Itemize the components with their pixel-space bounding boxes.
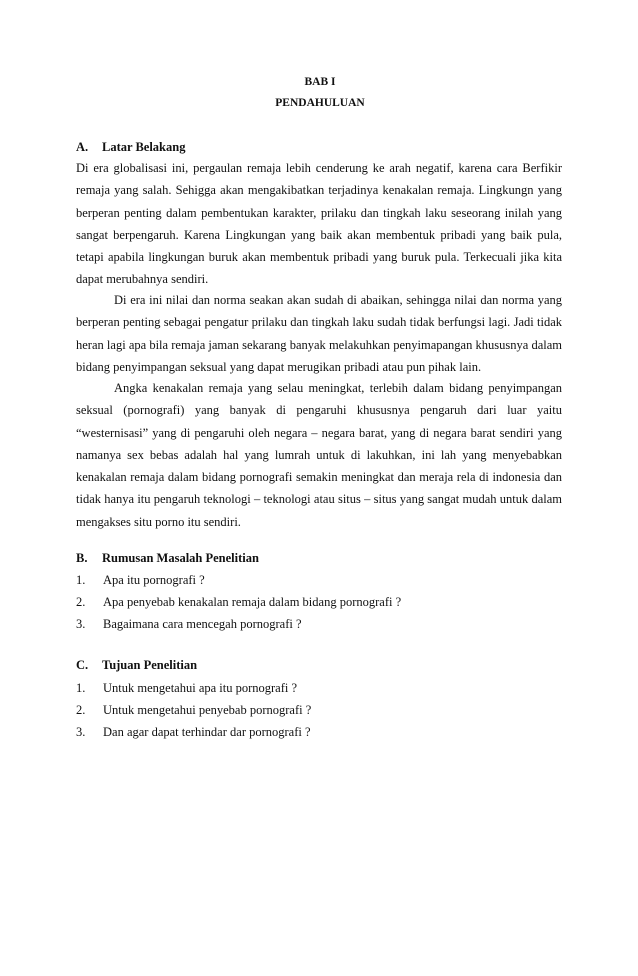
section-b-list-item xyxy=(76,617,302,632)
section-a-heading xyxy=(76,140,185,155)
section-c-letter: C. xyxy=(76,658,89,672)
section-a-paragraph-1: Di era globalisasi ini, pergaulan remaja lebih cenderung ke arah negatif, karena cara Berfikir remaja yang salah. Sehigga akan mengakibatkan terjadinya kenakalan remaja. Lingkungn yang berperan penting dalam pembentukan karakter, prilaku dan tingkah laku seseorang inilah yang sangat berpengaruh. Karena Lingkungan yang baik akan membentuk pribadi yang baik pula, tetapi apabila lingkungan buruk akan membentuk pribadi yang buruk pula. Terkecuali jika kita dapat merubahnya sendiri. xyxy=(76,161,562,287)
section-c-list-item xyxy=(76,725,311,740)
section-a-paragraph-2: Di era ini nilai dan norma seakan akan sudah di abaikan, sehingga nilai dan norma yang berperan penting sebagai pengatur prilaku dan tingkah laku sudah tidak berfungsi lagi. Jadi tidak heran lagi apa bila remaja jaman sekarang banyak melakuhkan penyimapangan khususnya dalam bidang penyimpangan seksual yang dapat merugikan pribadi atau pun pihak lain. xyxy=(76,293,562,374)
section-c-list-item xyxy=(76,681,297,696)
list-item-number: 1. xyxy=(76,573,86,587)
chapter-number: BAB I xyxy=(304,76,336,88)
section-a-title: Latar Belakang xyxy=(102,140,186,154)
list-item-number: 2. xyxy=(76,595,86,609)
section-b-list-item xyxy=(76,573,205,588)
section-b-letter: B. xyxy=(76,551,88,565)
list-item-text: Untuk mengetahui apa itu pornografi ? xyxy=(103,681,298,695)
section-b-list-item xyxy=(76,595,401,610)
list-item-text: Bagaimana cara mencegah pornografi ? xyxy=(103,617,302,631)
list-item-number: 3. xyxy=(76,725,86,739)
list-item-number: 1. xyxy=(76,681,86,695)
list-item-number: 2. xyxy=(76,703,86,717)
list-item-text: Apa itu pornografi ? xyxy=(103,573,205,587)
section-c-title: Tujuan Penelitian xyxy=(102,658,198,672)
section-b-title: Rumusan Masalah Penelitian xyxy=(102,551,259,565)
section-c-list-item xyxy=(76,703,311,718)
section-b-heading xyxy=(76,551,259,566)
section-a-letter: A. xyxy=(76,140,89,154)
list-item-text: Apa penyebab kenakalan remaja dalam bidang pornografi ? xyxy=(103,595,402,609)
chapter-title: PENDAHULUAN xyxy=(275,97,365,109)
list-item-text: Dan agar dapat terhindar dar pornografi ? xyxy=(103,725,311,739)
list-item-number: 3. xyxy=(76,617,86,631)
section-c-heading xyxy=(76,658,197,673)
section-a-paragraph-3: Angka kenakalan remaja yang selau meningkat, terlebih dalam bidang penyimpangan seksual (pornografi) yang banyak di pengaruhi khususnya pengaruh dari luar yaitu “westernisasi” yang di pengaruhi oleh negara – negara barat, yang di negara barat sendiri yang namanya sex bebas adalah hal yang lumrah untuk di lakuhkan, ini lah yang menyebabkan kenakalan remaja dalam bidang pornografi semakin meningkat dan meraja rela di indonesia dan tidak hanya itu pengaruh teknologi – teknologi atau situs – situs yang sangat mudah untuk dalam mengakses situ porno itu sendiri. xyxy=(76,381,562,529)
list-item-text: Untuk mengetahui penyebab pornografi ? xyxy=(103,703,312,717)
